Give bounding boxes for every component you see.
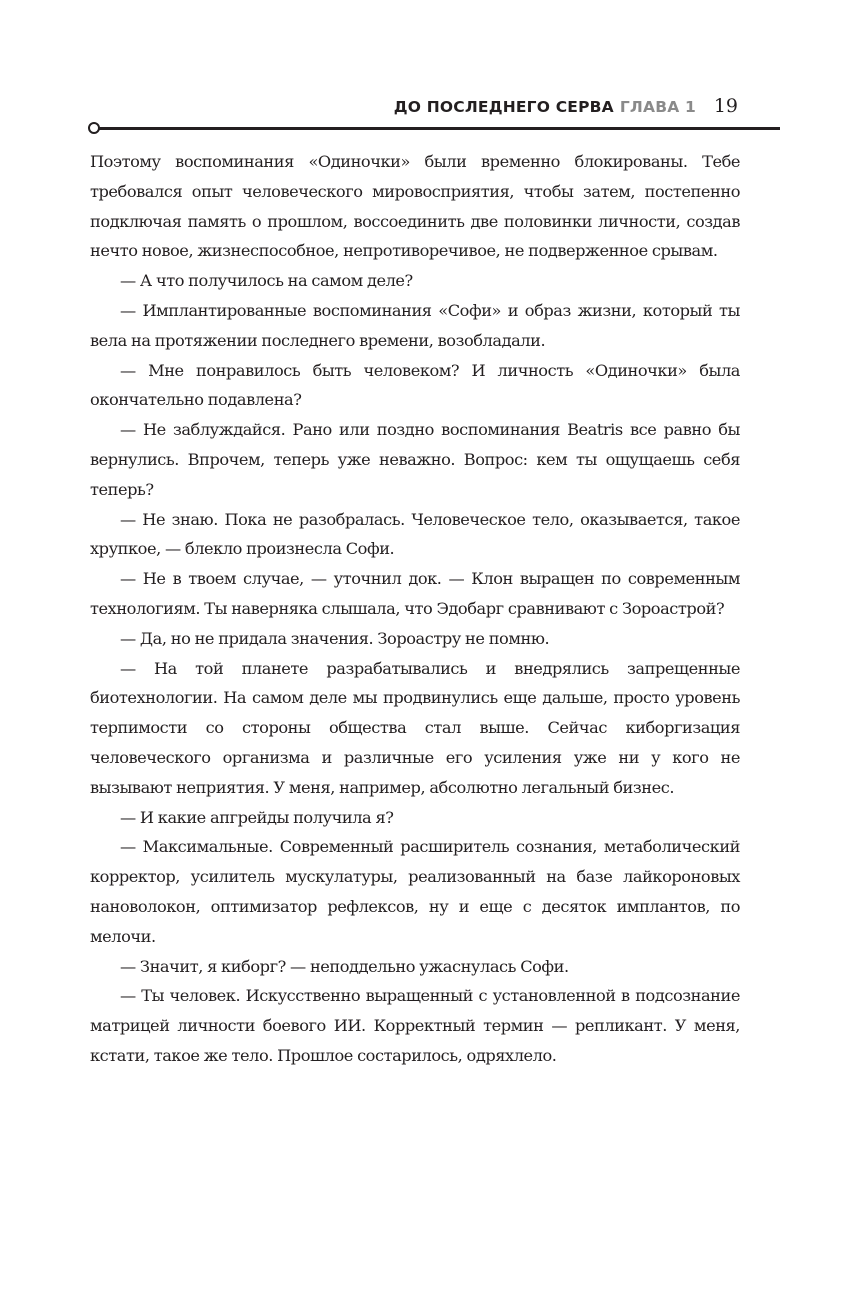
paragraph: — Имплантированные воспоминания «Софи» и образ жизни, который ты вела на протяжении последнего времени, возобладали. xyxy=(90,300,740,350)
paragraph: — На той планете разрабатывались и внедрялись запрещенные биотехнологии. На самом деле мы продвинулись еще дальше, просто уровень терпимости со стороны общества стал выше. Сейчас киборгизация человеческого организма и различные его усиления уже ни у кого не вызывают неприятия. У меня, например, абсолютно легальный бизнес. xyxy=(90,658,740,797)
header-rule xyxy=(98,127,780,130)
paragraph: — Да, но не придала значения. Зороастру не помню. xyxy=(120,628,550,648)
running-header-title xyxy=(394,98,696,116)
page-body xyxy=(90,147,740,1071)
paragraph: — Значит, я киборг? — неподдельно ужаснулась Софи. xyxy=(120,956,569,976)
paragraph: — И какие апгрейды получила я? xyxy=(120,807,394,827)
chapter-label: ГЛАВА 1 xyxy=(619,98,696,116)
paragraph: — Мне понравилось быть человеком? И личность «Одиночки» была окончательно подавлена? xyxy=(90,360,740,410)
paragraph: — Не заблуждайся. Рано или поздно воспоминания Beatris все равно бы вернулись. Впрочем, теперь уже неважно. Вопрос: кем ты ощущаешь себя теперь? xyxy=(90,420,740,499)
paragraph: — А что получилось на самом деле? xyxy=(120,271,413,291)
paragraph: — Не знаю. Пока не разобралась. Человеческое тело, оказывается, такое хрупкое, — блекло произнесла Софи. xyxy=(90,509,740,559)
paragraph: — Не в твоем случае, — уточнил док. — Клон выращен по современным технологиям. Ты наверняка слышала, что Эдобарг сравнивают с Зороастрой? xyxy=(90,569,740,618)
paragraph: — Ты человек. Искусственно выращенный с установленной в подсознание матрицей личности боевого ИИ. Корректный термин — репликант. У меня, кстати, такое же тело. Прошлое состарилось, одряхлело. xyxy=(90,986,740,1065)
paragraph: Поэтому воспоминания «Одиночки» были временно блокированы. Тебе требовался опыт человеческого мировосприятия, чтобы затем, постепенно подключая память о прошлом, воссоединить две половинки личности, создав нечто новое, жизнеспособное, непротиворечивое, не подверженное срывам. xyxy=(90,152,740,261)
running-header xyxy=(90,95,740,128)
page-number: 19 xyxy=(713,95,738,117)
paragraph: — Максимальные. Современный расширитель сознания, метаболический корректор, усилитель мускулатуры, реализованный на базе лайкороновых нановолокон, оптимизатор рефлексов, ну и еще с десяток имплантов, по мелочи. xyxy=(90,837,740,946)
book-title: ДО ПОСЛЕДНЕГО СЕРВА xyxy=(393,98,614,116)
header-rule-ornament xyxy=(88,122,100,134)
